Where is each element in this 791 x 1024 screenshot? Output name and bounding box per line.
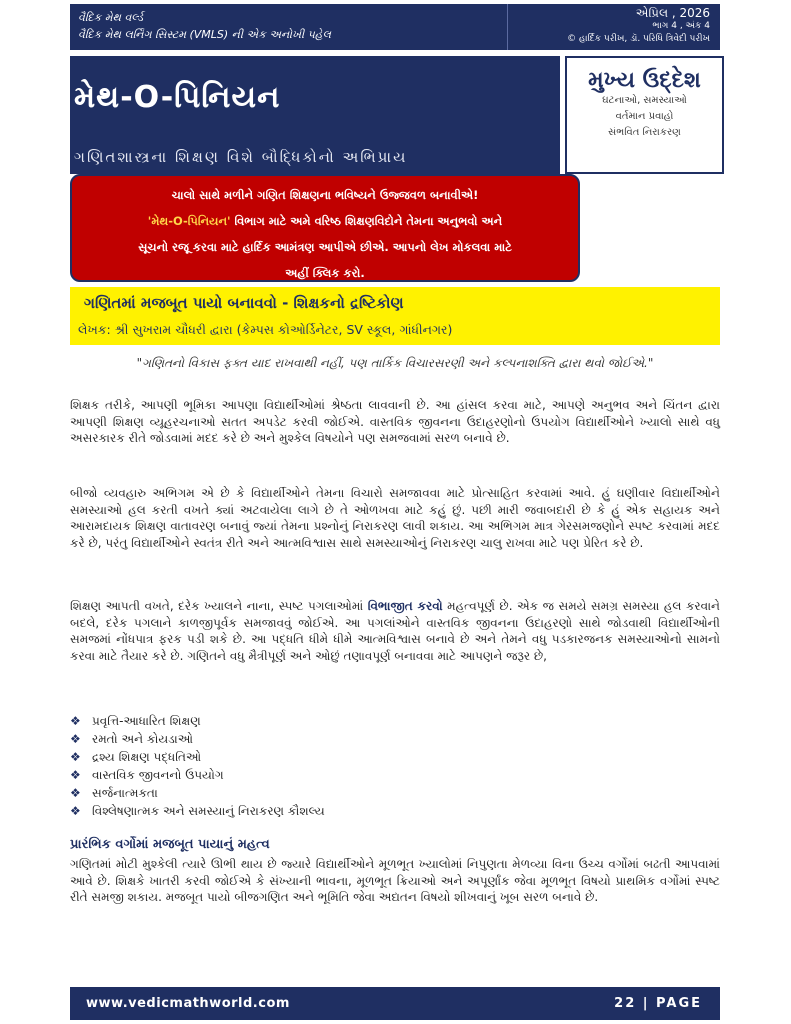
banner-text: વિભાગ માટે અમે વરિષ્ઠ શિક્ષણવિદોને તેમના અનુભવો અને xyxy=(230,214,503,228)
diamond-bullet-icon: ❖ xyxy=(70,714,81,728)
publisher-info xyxy=(78,9,331,43)
list-item xyxy=(70,712,720,730)
website-link[interactable]: www.vedicmathworld.com xyxy=(86,996,290,1011)
issue-date: એપ્રિલ , 2026 xyxy=(635,6,710,20)
article-paragraph: બીજો વ્યવહારુ અભિગમ એ છે કે વિદ્યાર્થીઓને તેમના વિચારો સમજાવવા માટે પ્રોત્સાહિત કરવામાં આવે. હું ઘણીવાર વિદ્યાર્થીઓને સમસ્યાઓ હલ કરતી વખતે ક્યાં અટવાયેલા લાગે છે તે ઓળખવા માટે કહું છું. પછી મારી જવાબદારી છે કે હું એક સહાયક અને આરામદાયક શિક્ષણ વાતાવરણ બનાવું જ્યાં તેમના પ્રશ્નોનું નિરાકરણ લાવી શકાય. આ અભિગમ માત્ર ગેરસમજણોને સ્પષ્ટ કરવામાં મદદ કરે છે, પરંતુ વિદ્યાર્થીઓને સ્વતંત્ર રીતે અને આત્મવિશ્વાસ સાથે સમસ્યાઓનું નિરાકરણ ચાલુ રાખવા માટે પણ પ્રેરિત કરે છે. xyxy=(70,486,720,550)
banner-line: સૂચનો રજૂ કરવા માટે હાર્દિક આમંત્રણ આપીએ છીએ. આપનો લેખ મોકલવા માટે xyxy=(138,240,512,254)
article-header xyxy=(70,287,720,345)
article-paragraph: શિક્ષક તરીકે, આપણી ભૂમિકા આપણા વિદ્યાર્થીઓમાં શ્રેષ્ઠતા લાવવાની છે. આ હાંસલ કરવા માટે, આપણે અનુભવ અને ચિંતન દ્વારા આપણી શિક્ષણ વ્યૂહરચનાઓ સતત અપડેટ કરવી જોઈએ. વાસ્તવિક જીવનના ઉદાહરણોનો ઉપયોગ વિદ્યાર્થીઓને ખ્યાલો સાથે વધુ અસરકારક રીતે જોડવામાં મદદ કરે છે અને મુશ્કેલ વિષયોને પણ સમજવામાં સરળ બનાવે છે. xyxy=(70,398,720,445)
diamond-bullet-icon: ❖ xyxy=(70,750,81,764)
pull-quote: "ગણિતનો વિકાસ ફક્ત યાદ રાખવાથી નહીં, પણ તાર્કિક વિચારસરણી અને કલ્પનાશક્તિ દ્વારા થવો જોઈએ." xyxy=(136,356,654,370)
publisher-name: વૈદિક મેથ વર્લ્ડ xyxy=(78,11,144,24)
copyright-notice: © હાર્દિક પરીખ, ડૉ. પરિધિ ત્રિવેદી પરીખ xyxy=(567,34,710,44)
objective-box xyxy=(565,56,724,174)
issue-info xyxy=(490,7,710,46)
page-footer xyxy=(70,987,720,1020)
paragraph-text: શિક્ષણ આપતી વખતે, દરેક ખ્યાલને નાના, સ્પષ્ટ પગલાઓમાં xyxy=(70,599,368,613)
submit-article-link[interactable]: અહીં ક્લિક કરો. xyxy=(285,266,365,280)
list-item-label: સર્જનાત્મકતા xyxy=(92,786,158,800)
article-author: લેખક: શ્રી સુખરામ ચૌધરી દ્વારા (કેમ્પસ કોઓર્ડિનેટર, SV સ્કૂલ, ગાંધીનગર) xyxy=(78,322,453,337)
article-title: ગણિતમાં મજબૂત પાયો બનાવવો - શિક્ષકનો દ્રષ્ટિકોણ xyxy=(84,294,404,312)
page-number: 22 | PAGE xyxy=(614,996,702,1011)
paragraph-text: મહત્વપૂર્ણ છે. એક જ સમયે સમગ્ર સમસ્યા હલ કરવાને બદલે, દરેક પગલાને કાળજીપૂર્વક સમજાવવું જોઈએ. આ પગલાંઓને વાસ્તવિક જીવનના ઉદાહરણો સાથે જોડવાથી વિદ્યાર્થીઓની સમજમાં નોંધપાત્ર ફરક પડી શકે છે. આ પદ્ધતિ ધીમે ધીમે આત્મવિશ્વાસ બનાવે છે અને તેમને વધુ પડકારજનક સમસ્યાઓનો સામનો કરવા માટે તૈયાર કરે છે. ગણિતને વધુ મૈત્રીપૂર્ણ અને ઓછું તણાવપૂર્ણ બનાવવા માટે આપણને જરૂર છે, xyxy=(70,599,720,663)
emphasis-text: વિભાજીત કરવો xyxy=(367,599,443,613)
methods-list xyxy=(70,712,720,820)
banner-line xyxy=(72,208,578,234)
list-item-label: રમતો અને કોયડાઓ xyxy=(92,732,193,746)
objective-line: સંભવિત નિરાકરણ xyxy=(608,127,681,138)
publisher-tagline: વૈદિક મેથ લર્નિંગ સિસ્ટમ (VMLS) ની એક અનોખી પહેલ xyxy=(78,28,331,41)
list-item xyxy=(70,730,720,748)
diamond-bullet-icon: ❖ xyxy=(70,804,81,818)
column-title: મેથ-O-પિનિયન xyxy=(74,80,281,115)
objective-line: વર્તમાન પ્રવાહો xyxy=(615,111,674,122)
banner-line: ચાલો સાથે મળીને ગણિત શિક્ષણના ભવિષ્યને ઉજ્જવળ બનાવીએ! xyxy=(171,188,479,202)
article-paragraph: ગણિતમાં મોટી મુશ્કેલી ત્યારે ઊભી થાય છે જ્યારે વિદ્યાર્થીઓને મૂળભૂત ખ્યાલોમાં નિપુણતા મેળવ્યા વિના ઉચ્ચ વર્ગોમાં બઢતી આપવામાં આવે છે. શિક્ષકે ખાતરી કરવી જોઈએ કે સંખ્યાની ભાવના, મૂળભૂત ક્રિયાઓ અને અપૂર્ણાંક જેવા મૂળભૂત વિષયો પ્રાથમિક વર્ગોમાં સ્પષ્ટ રીતે સમજી શકાય. મજબૂત પાયો બીજગણિત અને ભૂમિતિ જેવા અદ્યતન વિષયો શીખવાનું ખૂબ સરળ બનાવે છે. xyxy=(70,857,720,904)
list-item-label: પ્રવૃત્તિ-આધારિત શિક્ષણ xyxy=(92,714,201,728)
objective-title: મુખ્ય ઉદ્દેશ xyxy=(588,68,701,93)
issue-volume: ભાગ 4 , અંક 4 xyxy=(652,21,710,31)
list-item xyxy=(70,748,720,766)
list-item-label: દ્રશ્ય શિક્ષણ પદ્ધતિઓ xyxy=(92,750,202,764)
diamond-bullet-icon: ❖ xyxy=(70,768,81,782)
list-item xyxy=(70,802,720,820)
list-item-label: વિશ્લેષણાત્મક અને સમસ્યાનું નિરાકરણ કૌશલ્ય xyxy=(92,804,325,818)
article-paragraph xyxy=(70,598,720,664)
objective-line: ઘટનાઓ, સમસ્યાઓ xyxy=(602,95,687,106)
diamond-bullet-icon: ❖ xyxy=(70,786,81,800)
section-heading: પ્રારંભિક વર્ગોમાં મજબૂત પાયાનું મહત્વ xyxy=(70,837,270,852)
list-item-label: વાસ્તવિક જીવનનો ઉપયોગ xyxy=(92,768,224,782)
banner-highlight: 'મેથ-O-પિનિયન' xyxy=(147,214,231,228)
column-subtitle: ગણિતશાસ્ત્રના શિક્ષણ વિશે બૌદ્ધિકોનો અભિપ્રાય xyxy=(74,148,408,166)
list-item xyxy=(70,766,720,784)
diamond-bullet-icon: ❖ xyxy=(70,732,81,746)
invitation-banner xyxy=(70,174,580,282)
masthead-panel xyxy=(70,56,560,174)
list-item xyxy=(70,784,720,802)
top-header-band xyxy=(70,4,720,50)
